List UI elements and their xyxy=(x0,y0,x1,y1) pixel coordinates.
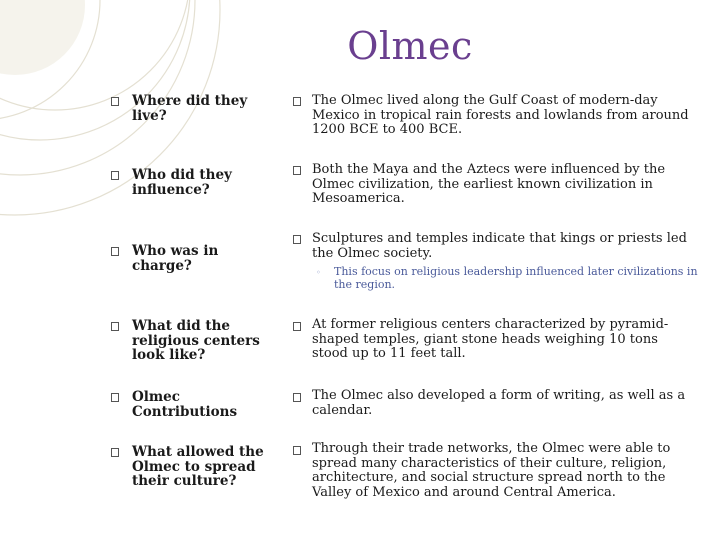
answer-text: Sculptures and temples indicate that kings or priests led the Olmec society. xyxy=(312,231,687,261)
square-bullet-icon xyxy=(111,97,119,106)
question-text: Who did they influence? xyxy=(132,167,232,198)
square-bullet-icon xyxy=(293,97,301,106)
answer-text: At former religious centers characterized by pyramid-shaped temples, giant stone heads weighing 10 tons stood up to 11 feet tall. xyxy=(312,317,669,361)
sub-bullet-icon: ◦ xyxy=(316,268,321,277)
square-bullet-icon xyxy=(293,322,301,331)
answer-text: The Olmec also developed a form of writing, as well as a calendar. xyxy=(312,388,686,418)
answer-text: Both the Maya and the Aztecs were influenced by the Olmec civilization, the earliest known civilization in Mesoamerica. xyxy=(312,162,666,206)
square-bullet-icon xyxy=(111,322,119,331)
answer-text: Through their trade networks, the Olmec were able to spread many characteristics of their culture, religion, architecture, and social structure spread north to the Valley of Mexico and around Central America. xyxy=(312,441,671,500)
square-bullet-icon xyxy=(111,393,119,402)
question-text: Olmec Contributions xyxy=(132,389,238,420)
square-bullet-icon xyxy=(293,393,301,402)
sub-point-text: This focus on religious leadership influenced later civilizations in the region. xyxy=(334,265,698,291)
question-text: Who was in charge? xyxy=(132,243,219,274)
page-title: Olmec xyxy=(347,24,473,68)
square-bullet-icon xyxy=(111,448,119,457)
answer-text: The Olmec lived along the Gulf Coast of modern-day Mexico in tropical rain forests and lowlands from around 1200 BCE to 400 BCE. xyxy=(312,93,689,137)
question-text: What did the religious centers look like? xyxy=(132,318,260,363)
square-bullet-icon xyxy=(111,171,119,180)
question-text: Where did they live? xyxy=(132,93,248,124)
question-text: What allowed the Olmec to spread their culture? xyxy=(132,444,264,489)
square-bullet-icon xyxy=(111,247,119,256)
square-bullet-icon xyxy=(293,446,301,455)
square-bullet-icon xyxy=(293,166,301,175)
square-bullet-icon xyxy=(293,235,301,244)
